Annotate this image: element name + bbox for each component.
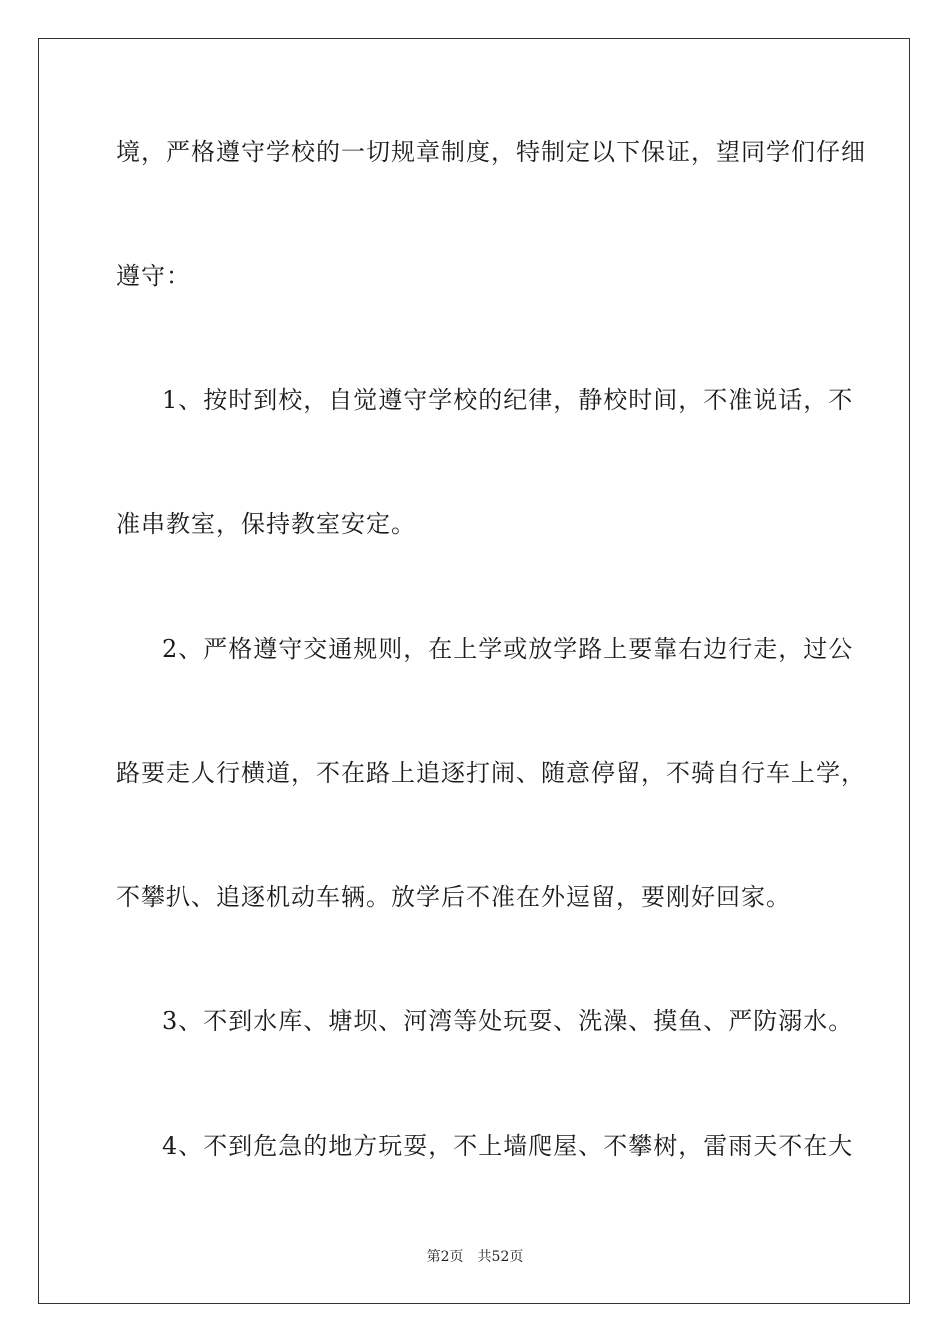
item-2-line-1: 2、严格遵守交通规则，在上学或放学路上要靠右边行走，过公 [162, 635, 854, 663]
item-2-line-2: 路要走人行横道，不在路上追逐打闹、随意停留，不骑自行车上学， [116, 759, 866, 787]
item-1-line-1: 1、按时到校，自觉遵守学校的纪律，静校时间，不准说话，不 [162, 386, 854, 414]
body-line-2: 遵守： [116, 262, 191, 290]
body-line-1: 境，严格遵守学校的一切规章制度，特制定以下保证，望同学们仔细 [116, 138, 866, 166]
item-3-line-1: 3、不到水库、塘坝、河湾等处玩耍、洗澡、摸鱼、严防溺水。 [162, 1007, 854, 1035]
item-2-line-3: 不攀扒、追逐机动车辆。放学后不准在外逗留，要刚好回家。 [116, 883, 791, 911]
page-footer [0, 1247, 950, 1267]
page-number-total: 共52页 [477, 1249, 524, 1265]
page-border [38, 38, 910, 1304]
item-4-line-1: 4、不到危急的地方玩耍，不上墙爬屋、不攀树，雷雨天不在大 [162, 1132, 854, 1160]
item-1-line-2: 准串教室，保持教室安定。 [116, 510, 416, 538]
page-number-current: 第2页 [426, 1249, 464, 1265]
